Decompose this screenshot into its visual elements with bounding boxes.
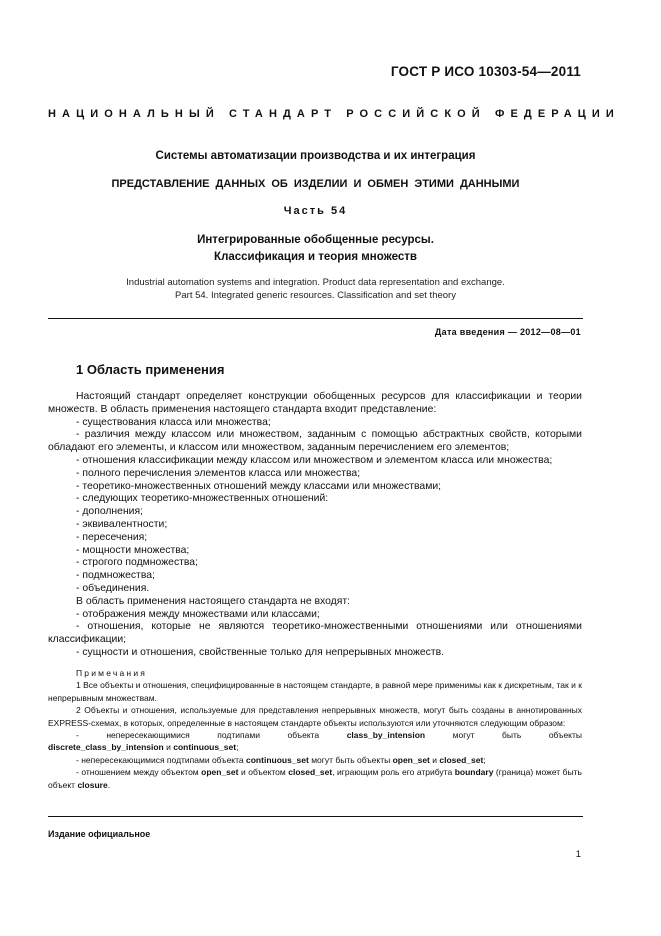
note-2-bullet-2 bbox=[48, 754, 582, 766]
bullet-text: и объектом bbox=[238, 767, 289, 778]
note-2: 2 Объекты и отношения, используемые для представления непрерывных множеств, могут быть созданы в аннотированных EXPRESS-схемах, в которых, определенные в настоящем стандарте объекты используются или уточняются следующим образом: bbox=[48, 705, 582, 728]
bullet-text: , играющим роль его атрибута bbox=[332, 767, 455, 778]
note-2-bullet-1-continued bbox=[48, 741, 582, 753]
header-divider bbox=[48, 318, 583, 319]
entity-name: closed_set bbox=[439, 754, 484, 765]
bullet-text: могут быть объекты bbox=[308, 754, 393, 765]
bullet-text: - непересекающимися подтипами объекта bbox=[76, 754, 247, 765]
entity-name: closure bbox=[77, 779, 108, 790]
bullet-text: и bbox=[163, 742, 174, 753]
notes-heading: Примечания bbox=[76, 668, 148, 678]
list-item: - объединения. bbox=[76, 582, 150, 594]
english-title bbox=[48, 276, 583, 302]
section-body bbox=[48, 391, 582, 660]
footer-divider bbox=[48, 816, 583, 817]
list-item: - эквивалентности; bbox=[76, 518, 168, 530]
part-title: Часть 54 bbox=[283, 205, 348, 217]
bullet-text: - отношением между объектом bbox=[76, 767, 202, 778]
list-item: - отображения между множествами или классами; bbox=[76, 608, 320, 620]
paragraph: В область применения настоящего стандарта не входят: bbox=[76, 595, 351, 607]
standard-code: ГОСТ Р ИСО 10303-54—2011 bbox=[390, 64, 581, 79]
bullet-text: и bbox=[429, 754, 440, 765]
subtitle-line-2: Классификация и теория множеств bbox=[214, 251, 417, 263]
list-item: - мощности множества; bbox=[76, 544, 190, 556]
list-item: - существования класса или множества; bbox=[76, 416, 271, 428]
series-title: Системы автоматизации производства и их интеграция bbox=[155, 150, 476, 162]
english-title-line-1: Industrial automation systems and integration. Product data representation and exchange. bbox=[126, 277, 505, 288]
list-item: - строгого подмножества; bbox=[76, 557, 198, 569]
bullet-text: могут быть объекты bbox=[425, 730, 583, 741]
list-item: - отношения классификации между классом или множеством и элементом класса или множества; bbox=[76, 454, 553, 466]
entity-name: open_set bbox=[392, 754, 430, 765]
section-title: 1 Область применения bbox=[76, 362, 225, 377]
list-item: - пересечения; bbox=[76, 531, 148, 543]
english-title-line-2: Part 54. Integrated generic resources. Classification and set theory bbox=[175, 290, 456, 301]
subtitle bbox=[48, 232, 583, 266]
paragraph: Настоящий стандарт определяет конструкции обобщенных ресурсов для классификации и теории множеств. В область применения настоящего стандарта входит представление: bbox=[48, 391, 582, 415]
note-2-bullet-3 bbox=[48, 766, 582, 791]
bullet-text: ; bbox=[236, 742, 239, 753]
entity-name: continuous_set bbox=[246, 754, 309, 765]
main-title: ПРЕДСТАВЛЕНИЕ ДАННЫХ ОБ ИЗДЕЛИИ И ОБМЕН ЭТИМИ ДАННЫМИ bbox=[111, 178, 520, 190]
entity-name: open_set bbox=[201, 767, 239, 778]
bullet-text: (граница) может быть объект bbox=[48, 767, 582, 790]
notes-block bbox=[48, 667, 582, 791]
bullet-text: - непересекающимися подтипами объекта bbox=[76, 730, 347, 741]
national-standard-banner: НАЦИОНАЛЬНЫЙ СТАНДАРТ РОССИЙСКОЙ ФЕДЕРАЦИИ bbox=[48, 108, 620, 120]
list-item: - дополнения; bbox=[76, 506, 144, 518]
list-item: - различия между классом или множеством, заданным с помощью абстрактных свойств, которыми обладают его элементы, и классом или множеством, заданным перечислением его элементов; bbox=[48, 429, 582, 454]
edition-label: Издание официальное bbox=[48, 829, 151, 839]
entity-name: class_by_intension bbox=[346, 730, 426, 741]
list-item: - сущности и отношения, свойственные только для непрерывных множеств. bbox=[76, 646, 444, 658]
entity-name: boundary bbox=[454, 767, 494, 778]
page-number: 1 bbox=[575, 849, 581, 860]
entity-name: discrete_class_by_intension bbox=[48, 742, 164, 753]
bullet-text: . bbox=[107, 779, 111, 790]
entity-name: continuous_set bbox=[173, 742, 237, 753]
note-1: 1 Все объекты и отношения, специфицированные в настоящем стандарте, в равной мере применимы как к дискретным, так и к непрерывным множествам. bbox=[48, 680, 582, 703]
list-item: - подмножества; bbox=[76, 570, 155, 582]
entity-name: closed_set bbox=[288, 767, 333, 778]
subtitle-line-1: Интегрированные обобщенные ресурсы. bbox=[197, 234, 434, 246]
list-item: - полного перечисления элементов класса или множества; bbox=[76, 467, 361, 479]
note-2-bullet-1 bbox=[48, 729, 582, 741]
introduction-date: Дата введения — 2012—08—01 bbox=[434, 327, 581, 337]
list-item: - отношения, которые не являются теоретико-множественными отношениями или отношениями классификации; bbox=[48, 621, 582, 646]
list-item: - следующих теоретико-множественных отношений: bbox=[76, 493, 329, 505]
list-item: - теоретико-множественных отношений между классами или множествами; bbox=[76, 480, 442, 492]
bullet-text: ; bbox=[483, 754, 486, 765]
